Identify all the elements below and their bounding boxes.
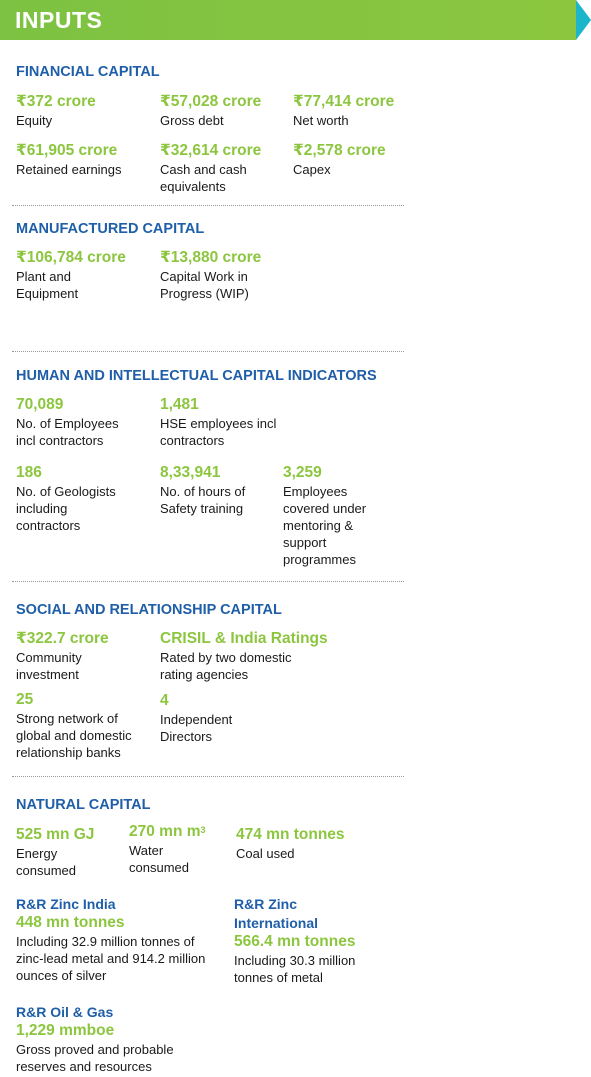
- retained-earnings-label: Retained earnings: [16, 162, 122, 177]
- zinc-international-heading: R&R Zinc International: [234, 896, 319, 931]
- divider: [12, 351, 404, 352]
- financial-capital-title: FINANCIAL CAPITAL: [16, 64, 160, 80]
- equity-value: ₹372 crore: [16, 93, 96, 110]
- gross-debt-item: [160, 93, 290, 129]
- independent-directors-item: [160, 692, 260, 745]
- capex-value: ₹2,578 crore: [293, 142, 386, 159]
- divider: [12, 581, 404, 582]
- plant-equipment-item: [16, 249, 156, 302]
- equity-item: [16, 93, 156, 129]
- cwip-value: ₹13,880 crore: [160, 249, 262, 266]
- coal-label: Coal used: [236, 846, 295, 861]
- gross-debt-value: ₹57,028 crore: [160, 93, 262, 110]
- retained-earnings-value: ₹61,905 crore: [16, 142, 118, 159]
- banner-arrow-tip: [576, 0, 591, 40]
- community-investment-value: ₹322.7 crore: [16, 630, 109, 647]
- independent-directors-label: Independent Directors: [160, 712, 233, 744]
- capex-label: Capex: [293, 162, 331, 177]
- rating-agencies-label: Rated by two domestic rating agencies: [160, 650, 292, 682]
- oil-gas-heading: R&R Oil & Gas: [16, 1004, 114, 1020]
- zinc-international-item: [234, 895, 374, 986]
- water-value-text: 270 mn m: [129, 823, 201, 840]
- natural-capital-title: NATURAL CAPITAL: [16, 797, 151, 813]
- oil-gas-value: 1,229 mmboe: [16, 1022, 115, 1039]
- oil-gas-label: Gross proved and probable reserves and resources: [16, 1042, 174, 1074]
- water-unit-superscript: 3: [200, 825, 206, 835]
- water-item: [129, 823, 234, 876]
- oil-gas-item: [16, 1003, 196, 1075]
- relationship-banks-value: 25: [16, 691, 34, 708]
- water-label: Water consumed: [129, 843, 189, 875]
- employees-item: [16, 396, 141, 449]
- net-worth-label: Net worth: [293, 113, 349, 128]
- social-capital-title: SOCIAL AND RELATIONSHIP CAPITAL: [16, 602, 282, 618]
- community-investment-label: Community investment: [16, 650, 82, 682]
- geologists-item: [16, 464, 141, 534]
- zinc-india-value: 448 mn tonnes: [16, 914, 125, 931]
- page-title: INPUTS: [15, 7, 103, 33]
- hse-employees-item: [160, 396, 290, 449]
- mentoring-item: [283, 464, 383, 568]
- equity-label: Equity: [16, 113, 53, 128]
- energy-item: [16, 826, 126, 879]
- safety-training-value: 8,33,941: [160, 464, 221, 481]
- zinc-india-heading: R&R Zinc India: [16, 896, 116, 912]
- energy-value: 525 mn GJ: [16, 826, 95, 843]
- coal-item: [236, 826, 386, 862]
- cwip-label: Capital Work in Progress (WIP): [160, 269, 249, 301]
- divider: [12, 205, 404, 206]
- cash-equivalents-item: [160, 142, 280, 195]
- mentoring-label: Employees covered under mentoring & support programmes: [283, 484, 367, 567]
- mentoring-value: 3,259: [283, 464, 322, 481]
- inputs-banner: [0, 0, 591, 40]
- zinc-international-label: Including 30.3 million tonnes of metal: [234, 953, 356, 985]
- employees-value: 70,089: [16, 396, 64, 413]
- safety-training-label: No. of hours of Safety training: [160, 484, 246, 516]
- hse-employees-label: HSE employees incl contractors: [160, 416, 277, 448]
- geologists-label: No. of Geologists including contractors: [16, 484, 116, 533]
- plant-equipment-label: Plant and Equipment: [16, 269, 79, 301]
- relationship-banks-item: [16, 691, 151, 761]
- retained-earnings-item: [16, 142, 156, 178]
- cash-equivalents-label: Cash and cash equivalents: [160, 162, 247, 194]
- employees-label: No. of Employees incl contractors: [16, 416, 119, 448]
- water-value: [129, 823, 234, 841]
- independent-directors-value: 4: [160, 692, 169, 709]
- coal-value: 474 mn tonnes: [236, 826, 345, 843]
- rating-agencies-value: CRISIL & India Ratings: [160, 630, 328, 647]
- cash-equivalents-value: ₹32,614 crore: [160, 142, 262, 159]
- zinc-india-item: [16, 895, 206, 984]
- zinc-india-label: Including 32.9 million tonnes of zinc-lead metal and 914.2 million ounces of silver: [16, 934, 206, 983]
- gross-debt-label: Gross debt: [160, 113, 224, 128]
- hse-employees-value: 1,481: [160, 396, 199, 413]
- divider: [12, 776, 404, 777]
- zinc-international-value: 566.4 mn tonnes: [234, 933, 356, 950]
- net-worth-item: [293, 93, 423, 129]
- safety-training-item: [160, 464, 275, 517]
- manufactured-capital-title: MANUFACTURED CAPITAL: [16, 221, 205, 237]
- community-investment-item: [16, 630, 146, 683]
- cwip-item: [160, 249, 300, 302]
- relationship-banks-label: Strong network of global and domestic relationship banks: [16, 711, 132, 760]
- human-capital-title: HUMAN AND INTELLECTUAL CAPITAL INDICATORS: [16, 368, 377, 384]
- energy-label: Energy consumed: [16, 846, 76, 878]
- capex-item: [293, 142, 423, 178]
- rating-agencies-item: [160, 630, 340, 683]
- net-worth-value: ₹77,414 crore: [293, 93, 395, 110]
- plant-equipment-value: ₹106,784 crore: [16, 249, 126, 266]
- geologists-value: 186: [16, 464, 42, 481]
